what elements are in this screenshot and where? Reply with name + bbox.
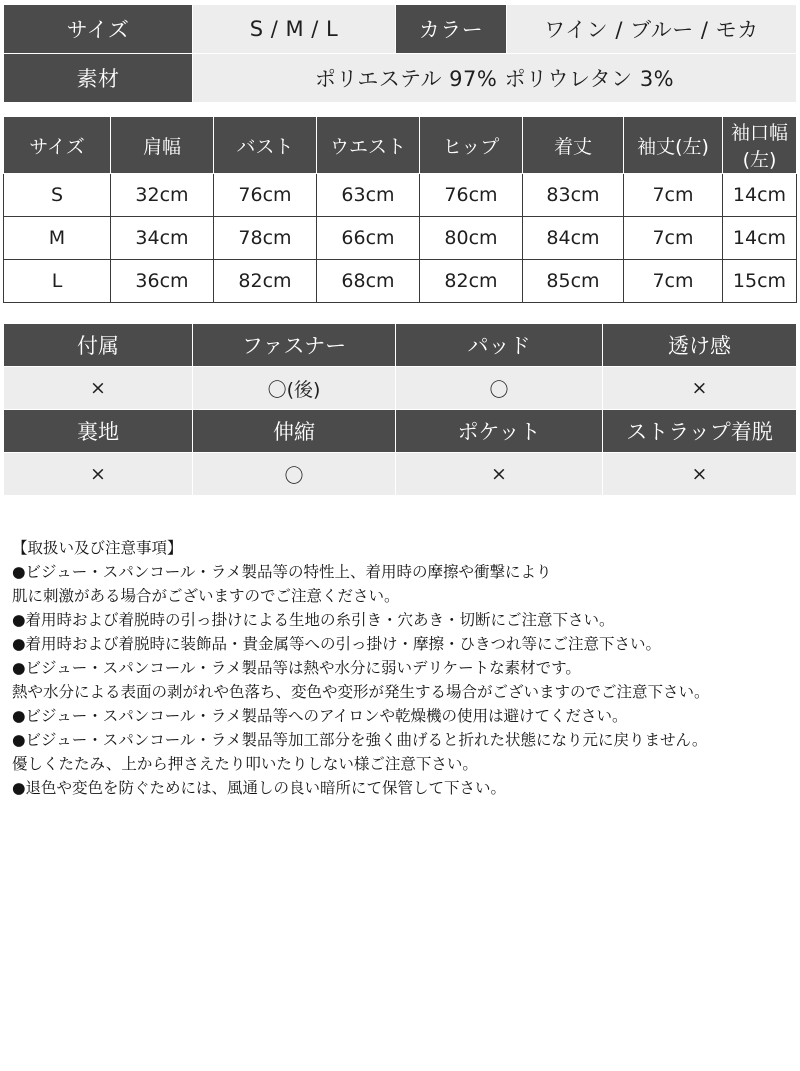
care-note-line: ●ビジュー・スパンコール・ラメ製品等は熱や水分に弱いデリケートな素材です。 xyxy=(12,659,581,678)
meas-header-cuff: 袖口幅(左) xyxy=(723,117,797,174)
product-spec-page xyxy=(0,4,800,1071)
care-note-line: 熱や水分による表面の剥がれや色落ち、変色や変形が発生する場合がございますのでご注意下さい。 xyxy=(12,683,710,702)
meas-cell: 83cm xyxy=(523,174,624,217)
meas-cell: 68cm xyxy=(317,260,420,303)
meas-cell: 32cm xyxy=(111,174,214,217)
care-note-line: ●ビジュー・スパンコール・ラメ製品等へのアイロンや乾燥機の使用は避けてください。 xyxy=(12,707,628,726)
meas-cell: 84cm xyxy=(523,217,624,260)
meas-cell: 66cm xyxy=(317,217,420,260)
feature-section xyxy=(3,323,800,496)
table-row xyxy=(4,174,797,217)
measurement-table xyxy=(3,116,797,303)
meas-header-length: 着丈 xyxy=(523,117,624,174)
feat-header-pocket: ポケット xyxy=(396,410,603,453)
meas-cell: 36cm xyxy=(111,260,214,303)
spec-value-size: S / M / L xyxy=(193,5,396,54)
table-row xyxy=(4,453,797,496)
table-row xyxy=(4,5,797,54)
table-header-row xyxy=(4,324,797,367)
spec-value-material: ポリエステル 97% ポリウレタン 3% xyxy=(193,54,797,103)
meas-cell: 7cm xyxy=(624,174,723,217)
table-row xyxy=(4,217,797,260)
table-row xyxy=(4,260,797,303)
feat-header-accessory: 付属 xyxy=(4,324,193,367)
feat-header-strap: ストラップ着脱 xyxy=(603,410,797,453)
meas-header-hip: ヒップ xyxy=(420,117,523,174)
meas-header-waist: ウエスト xyxy=(317,117,420,174)
care-note-line: 優しくたたみ、上から押さえたり叩いたりしない様ご注意下さい。 xyxy=(12,755,478,774)
meas-cell: 14cm xyxy=(723,174,797,217)
feat-value-pocket: × xyxy=(396,453,603,496)
spec-value-color: ワイン / ブルー / モカ xyxy=(507,5,797,54)
feat-header-stretch: 伸縮 xyxy=(193,410,396,453)
meas-cell: 15cm xyxy=(723,260,797,303)
meas-cell: L xyxy=(4,260,111,303)
feat-header-sheer: 透け感 xyxy=(603,324,797,367)
meas-header-sleeve: 袖丈(左) xyxy=(624,117,723,174)
spec-label-size: サイズ xyxy=(4,5,193,54)
meas-cell: 76cm xyxy=(214,174,317,217)
care-note-line: ●着用時および着脱時の引っ掛けによる生地の糸引き・穴あき・切断にご注意下さい。 xyxy=(12,611,615,630)
measurement-section xyxy=(3,116,800,303)
meas-cell: 80cm xyxy=(420,217,523,260)
feat-value-sheer: × xyxy=(603,367,797,410)
feat-value-accessory: × xyxy=(4,367,193,410)
feature-table xyxy=(3,323,797,496)
spec-label-material: 素材 xyxy=(4,54,193,103)
care-note-line: ●着用時および着脱時に装飾品・貴金属等への引っ掛け・摩擦・ひきつれ等にご注意下さい。 xyxy=(12,635,662,654)
feat-header-zipper: ファスナー xyxy=(193,324,396,367)
meas-cell: 7cm xyxy=(624,260,723,303)
care-note-line: ●ビジュー・スパンコール・ラメ製品等加工部分を強く曲げると折れた状態になり元に戻りません。 xyxy=(12,731,708,750)
spec-label-color: カラー xyxy=(396,5,507,54)
meas-cell: 78cm xyxy=(214,217,317,260)
meas-cell: 85cm xyxy=(523,260,624,303)
meas-cell: 14cm xyxy=(723,217,797,260)
table-row xyxy=(4,54,797,103)
feat-value-stretch: 〇 xyxy=(193,453,396,496)
meas-cell: M xyxy=(4,217,111,260)
table-header-row xyxy=(4,117,797,174)
feat-value-lining: × xyxy=(4,453,193,496)
care-notes-title: 【取扱い及び注意事項】 xyxy=(12,539,183,557)
meas-cell: 34cm xyxy=(111,217,214,260)
care-notes xyxy=(12,536,800,800)
spec-table xyxy=(3,4,797,103)
meas-cell: 82cm xyxy=(214,260,317,303)
care-note-line: ●退色や変色を防ぐためには、風通しの良い暗所にて保管して下さい。 xyxy=(12,779,507,798)
meas-header-shoulder: 肩幅 xyxy=(111,117,214,174)
feat-value-strap: × xyxy=(603,453,797,496)
feat-value-pad: 〇 xyxy=(396,367,603,410)
meas-cell: S xyxy=(4,174,111,217)
care-note-line: ●ビジュー・スパンコール・ラメ製品等の特性上、着用時の摩擦や衝撃により xyxy=(12,563,552,582)
meas-cell: 63cm xyxy=(317,174,420,217)
feat-value-zipper: 〇(後) xyxy=(193,367,396,410)
feat-header-lining: 裏地 xyxy=(4,410,193,453)
meas-cell: 7cm xyxy=(624,217,723,260)
care-note-line: 肌に刺激がある場合がございますのでご注意ください。 xyxy=(12,587,400,606)
meas-header-size: サイズ xyxy=(4,117,111,174)
meas-cell: 76cm xyxy=(420,174,523,217)
meas-header-bust: バスト xyxy=(214,117,317,174)
table-header-row xyxy=(4,410,797,453)
meas-cell: 82cm xyxy=(420,260,523,303)
table-row xyxy=(4,367,797,410)
feat-header-pad: パッド xyxy=(396,324,603,367)
